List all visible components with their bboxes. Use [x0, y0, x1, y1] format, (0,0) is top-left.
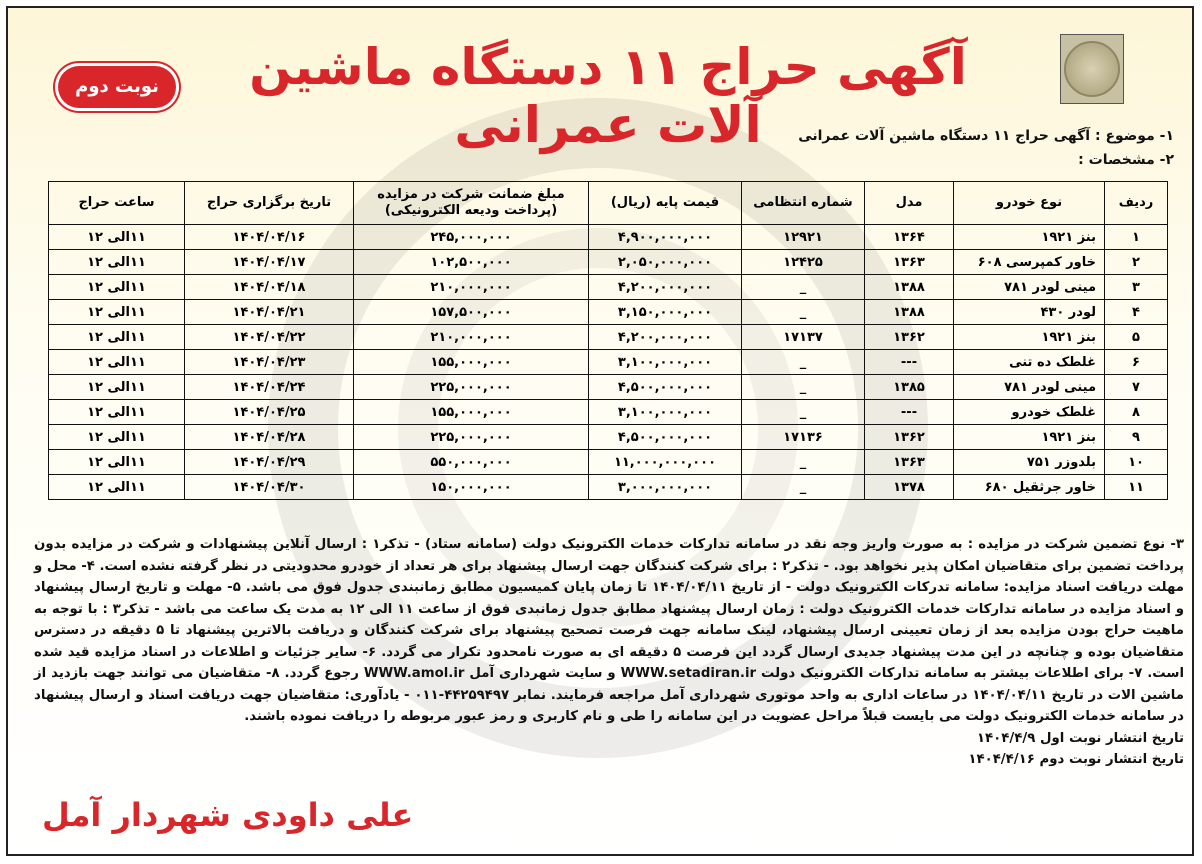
cell-time: ۱۱الی ۱۲: [49, 425, 185, 450]
cell-plate: _: [742, 475, 865, 500]
cell-row: ۶: [1105, 350, 1168, 375]
table-row: [49, 475, 1168, 500]
cell-vehicle-type: مینی لودر ۷۸۱: [954, 275, 1105, 300]
cell-model: ۱۳۶۴: [865, 225, 954, 250]
cell-time: ۱۱الی ۱۲: [49, 225, 185, 250]
cell-base-price: ۴,۵۰۰,۰۰۰,۰۰۰: [589, 375, 742, 400]
auction-table: [48, 181, 1168, 500]
cell-base-price: ۳,۱۵۰,۰۰۰,۰۰۰: [589, 300, 742, 325]
mayor-signature: علی داودی شهردار آمل: [42, 796, 414, 834]
cell-base-price: ۳,۱۰۰,۰۰۰,۰۰۰: [589, 400, 742, 425]
cell-vehicle-type: خاور کمپرسی ۶۰۸: [954, 250, 1105, 275]
table-row: [49, 375, 1168, 400]
cell-deposit: ۲۲۵,۰۰۰,۰۰۰: [354, 425, 589, 450]
cell-deposit: ۲۴۵,۰۰۰,۰۰۰: [354, 225, 589, 250]
cell-plate: _: [742, 450, 865, 475]
cell-date: ۱۴۰۴/۰۴/۲۹: [185, 450, 354, 475]
col-date: تاریخ برگزاری حراج: [185, 182, 354, 225]
cell-time: ۱۱الی ۱۲: [49, 325, 185, 350]
cell-model: ۱۳۷۸: [865, 475, 954, 500]
col-deposit: مبلغ ضمانت شرکت در مزایده (پرداخت ودیعه الکترونیکی): [354, 182, 589, 225]
table-row: [49, 300, 1168, 325]
cell-base-price: ۴,۲۰۰,۰۰۰,۰۰۰: [589, 275, 742, 300]
cell-time: ۱۱الی ۱۲: [49, 375, 185, 400]
cell-date: ۱۴۰۴/۰۴/۳۰: [185, 475, 354, 500]
cell-base-price: ۴,۲۰۰,۰۰۰,۰۰۰: [589, 325, 742, 350]
cell-plate: _: [742, 300, 865, 325]
cell-date: ۱۴۰۴/۰۴/۲۳: [185, 350, 354, 375]
cell-time: ۱۱الی ۱۲: [49, 350, 185, 375]
cell-time: ۱۱الی ۱۲: [49, 300, 185, 325]
cell-row: ۱۱: [1105, 475, 1168, 500]
table-row: [49, 350, 1168, 375]
cell-date: ۱۴۰۴/۰۴/۲۲: [185, 325, 354, 350]
cell-row: ۷: [1105, 375, 1168, 400]
cell-row: ۱: [1105, 225, 1168, 250]
cell-time: ۱۱الی ۱۲: [49, 250, 185, 275]
cell-deposit: ۱۵۵,۰۰۰,۰۰۰: [354, 400, 589, 425]
cell-base-price: ۳,۰۰۰,۰۰۰,۰۰۰: [589, 475, 742, 500]
cell-plate: ۱۷۱۳۷: [742, 325, 865, 350]
cell-time: ۱۱الی ۱۲: [49, 475, 185, 500]
cell-time: ۱۱الی ۱۲: [49, 450, 185, 475]
cell-date: ۱۴۰۴/۰۴/۲۴: [185, 375, 354, 400]
cell-vehicle-type: لودر ۴۳۰: [954, 300, 1105, 325]
cell-row: ۳: [1105, 275, 1168, 300]
cell-model: ۱۳۸۸: [865, 300, 954, 325]
cell-vehicle-type: بنز ۱۹۲۱: [954, 225, 1105, 250]
conditions-paragraph: ۳- نوع تضمین شرکت در مزایده : به صورت واریز وجه نقد در سامانه تدارکات خدمات الکترونیک دولت (سامانه ستاد) - تذکر۱ : ارسال آنلاین پیشنهادات و شرکت در مزایده بدون پرداخت تضمین برای متقاضیان امکان پذیر نخواهد بود. - تذکر۲ : برای شرکت کنندگان جهت ارسال پیشنهاد برای هر تعداد از خودرو محدودیتی در نظر گرفته نشده است. ۴- محل و مهلت دریافت اسناد مزایده: سامانه تدرکات الکترونیک دولت - از تاریخ ۱۴۰۴/۰۴/۱۱ تا زمان پایان کمیسیون مطابق زمانبندی جدول فوق می باشد. ۵- مهلت و تاریخ ارسال پیشنهاد و اسناد مزایده در سامانه تدارکات خدمات الکترونیک دولت : زمان ارسال پیشنهاد مطابق جدول زمانبدی فوق از ساعت ۱۱ الی ۱۲ به مدت یک ساعت می باشد - تذکر۳ : با توجه به ماهیت حراج بودن مزایده بعد از زمان تعیینی ارسال پیشنهاد، لینک سامانه جهت فرصت تصحیح پیشنهاد برای شرکت کنندگان و دریافت بالاترین پیشنهاد تا ۵ دقیقه در دسترس متقاضیان بوده و چنانچه در این مدت پیشنهاد جدیدی ارسال گردد این فرصت ۵ دقیقه ای به صورت نامحدود تکرار می گردد. ۶- سایر جزئیات و اطلاعات در اسناد مزایده قید شده است. ۷- برای اطلاعات بیشتر به سامانه تدارکات الکترونیک دولت WWW.setadiran.ir و سایت شهرداری آمل WWW.amol.ir رجوع گردد. ۸- متقاضیان می توانند جهت بازدید از ماشین الات در تاریخ ۱۴۰۴/۰۴/۱۱ در ساعات اداری به واحد موتوری شهرداری آمل مراجعه فرمایند. نمابر ۴۴۲۵۹۴۹۷-۰۱۱ - یادآوری: متقاضیان جهت دریافت اسناد و ارسال پیشنهاد در سامانه خدمات الکترونیک دولت می بایست قبلاً مراحل عضویت در این سامانه را طی و نام کاربری و رمز عبور مربوطه را دریافت نموده باشند.: [34, 537, 1185, 724]
cell-plate: ۱۷۱۳۶: [742, 425, 865, 450]
cell-date: ۱۴۰۴/۰۴/۲۱: [185, 300, 354, 325]
cell-base-price: ۴,۵۰۰,۰۰۰,۰۰۰: [589, 425, 742, 450]
cell-deposit: ۲۱۰,۰۰۰,۰۰۰: [354, 275, 589, 300]
municipality-logo: [1060, 34, 1124, 104]
cell-vehicle-type: غلطک خودرو: [954, 400, 1105, 425]
table-row: [49, 275, 1168, 300]
cell-date: ۱۴۰۴/۰۴/۱۷: [185, 250, 354, 275]
col-model: مدل: [865, 182, 954, 225]
cell-model: ۱۳۶۲: [865, 425, 954, 450]
table-row: [49, 400, 1168, 425]
cell-model: ---: [865, 400, 954, 425]
logo-emblem-icon: [1064, 41, 1120, 97]
cell-deposit: ۱۵۵,۰۰۰,۰۰۰: [354, 350, 589, 375]
cell-plate: _: [742, 400, 865, 425]
cell-deposit: ۱۵۰,۰۰۰,۰۰۰: [354, 475, 589, 500]
cell-model: ۱۳۸۸: [865, 275, 954, 300]
cell-row: ۲: [1105, 250, 1168, 275]
cell-plate: _: [742, 350, 865, 375]
cell-deposit: ۱۰۲,۵۰۰,۰۰۰: [354, 250, 589, 275]
cell-vehicle-type: مینی لودر ۷۸۱: [954, 375, 1105, 400]
col-plate: شماره انتظامی: [742, 182, 865, 225]
table-row: [49, 450, 1168, 475]
table-row: [49, 325, 1168, 350]
col-vehicle-type: نوع خودرو: [954, 182, 1105, 225]
cell-row: ۴: [1105, 300, 1168, 325]
cell-deposit: ۵۵۰,۰۰۰,۰۰۰: [354, 450, 589, 475]
cell-base-price: ۴,۹۰۰,۰۰۰,۰۰۰: [589, 225, 742, 250]
cell-time: ۱۱الی ۱۲: [49, 275, 185, 300]
cell-plate: ۱۲۹۲۱: [742, 225, 865, 250]
cell-model: ۱۳۸۵: [865, 375, 954, 400]
cell-row: ۵: [1105, 325, 1168, 350]
publish-date-first: تاریخ انتشار نوبت اول ۱۴۰۴/۴/۹: [976, 730, 1184, 746]
notice-frame: [6, 6, 1194, 856]
subject-line: ۱- موضوع : آگهی حراج ۱۱ دستگاه ماشین آلات عمرانی: [798, 128, 1174, 144]
cell-vehicle-type: غلطک ده تنی: [954, 350, 1105, 375]
cell-deposit: ۲۱۰,۰۰۰,۰۰۰: [354, 325, 589, 350]
cell-vehicle-type: بنز ۱۹۲۱: [954, 325, 1105, 350]
cell-plate: ۱۲۴۲۵: [742, 250, 865, 275]
cell-time: ۱۱الی ۱۲: [49, 400, 185, 425]
col-row: ردیف: [1105, 182, 1168, 225]
cell-row: ۸: [1105, 400, 1168, 425]
cell-vehicle-type: بنز ۱۹۲۱: [954, 425, 1105, 450]
col-time: ساعت حراج: [49, 182, 185, 225]
cell-date: ۱۴۰۴/۰۴/۱۶: [185, 225, 354, 250]
cell-vehicle-type: بلدوزر ۷۵۱: [954, 450, 1105, 475]
table-header-row: [49, 182, 1168, 225]
cell-base-price: ۲,۰۵۰,۰۰۰,۰۰۰: [589, 250, 742, 275]
cell-row: ۹: [1105, 425, 1168, 450]
notice-title: آگهی حراج ۱۱ دستگاه ماشین آلات عمرانی: [249, 38, 967, 154]
cell-plate: _: [742, 375, 865, 400]
cell-model: ---: [865, 350, 954, 375]
cell-vehicle-type: خاور جرثقیل ۶۸۰: [954, 475, 1105, 500]
publish-date-second: تاریخ انتشار نوبت دوم ۱۴۰۴/۴/۱۶: [968, 752, 1184, 767]
cell-date: ۱۴۰۴/۰۴/۲۸: [185, 425, 354, 450]
cell-deposit: ۱۵۷,۵۰۰,۰۰۰: [354, 300, 589, 325]
cell-model: ۱۳۶۳: [865, 450, 954, 475]
col-base-price: قیمت پایه (ریال): [589, 182, 742, 225]
table-row: [49, 425, 1168, 450]
second-round-badge: نوبت دوم: [58, 66, 176, 108]
cell-deposit: ۲۲۵,۰۰۰,۰۰۰: [354, 375, 589, 400]
cell-model: ۱۳۶۲: [865, 325, 954, 350]
cell-row: ۱۰: [1105, 450, 1168, 475]
specs-line: ۲- مشخصات :: [1078, 152, 1174, 168]
conditions-text: [34, 534, 1184, 771]
cell-model: ۱۳۶۳: [865, 250, 954, 275]
cell-base-price: ۱۱,۰۰۰,۰۰۰,۰۰۰: [589, 450, 742, 475]
cell-base-price: ۳,۱۰۰,۰۰۰,۰۰۰: [589, 350, 742, 375]
cell-plate: _: [742, 275, 865, 300]
cell-date: ۱۴۰۴/۰۴/۱۸: [185, 275, 354, 300]
table-row: [49, 225, 1168, 250]
table-row: [49, 250, 1168, 275]
cell-date: ۱۴۰۴/۰۴/۲۵: [185, 400, 354, 425]
